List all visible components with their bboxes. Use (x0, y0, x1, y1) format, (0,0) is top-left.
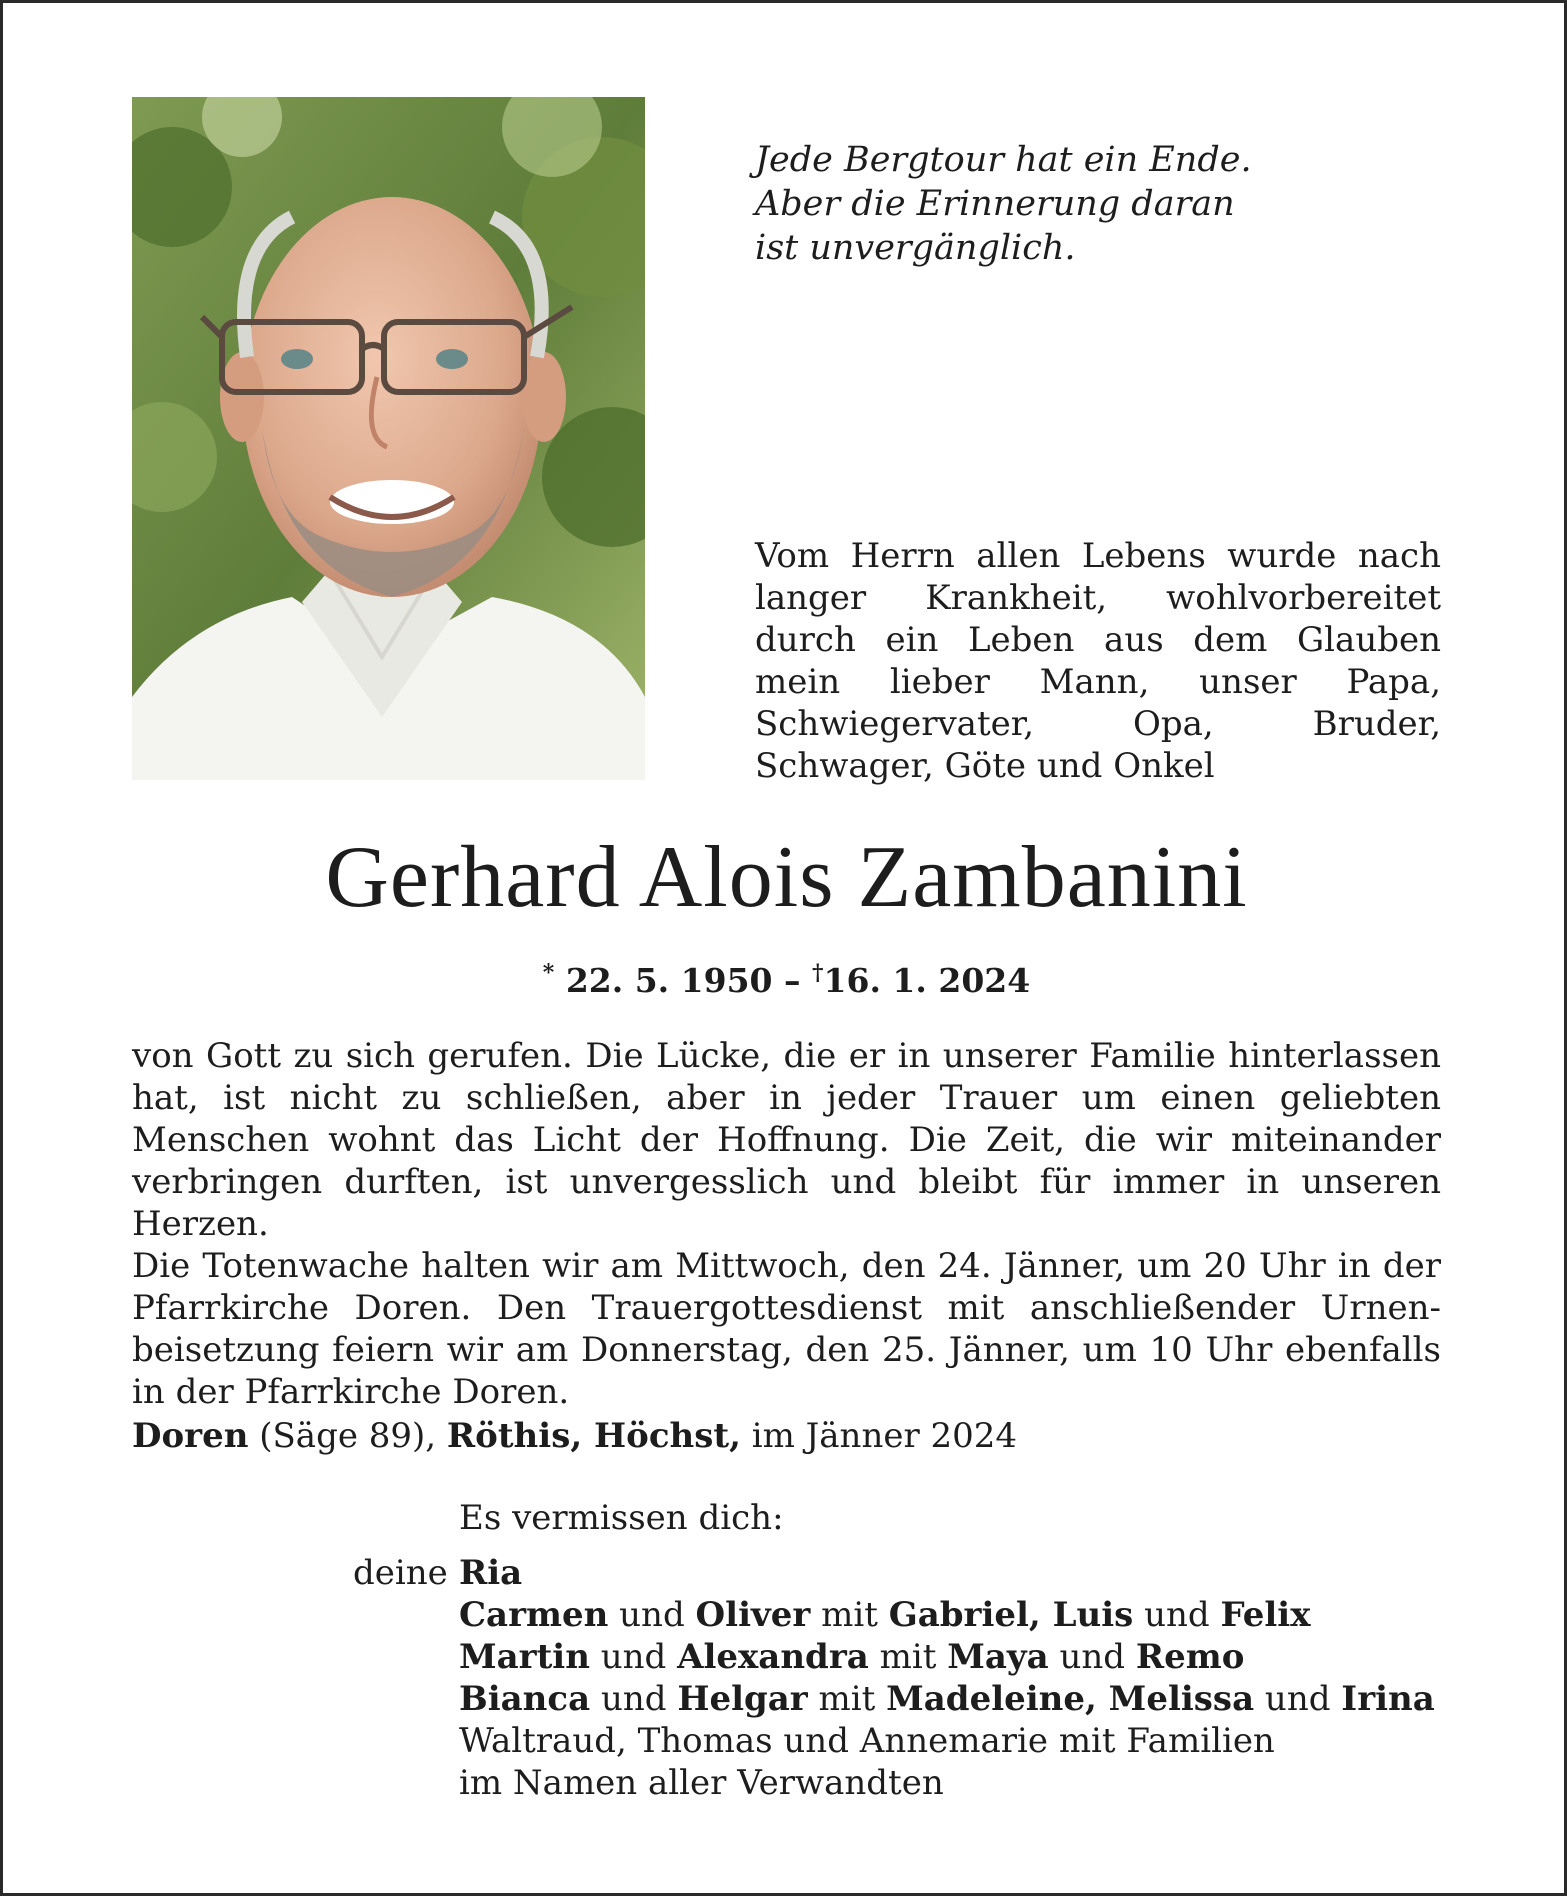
mourner-connector: Waltraud, Thomas und Annemarie mit Familien (459, 1721, 1275, 1761)
deine-label: deine (353, 1553, 448, 1593)
mourner-name: Irina (1341, 1679, 1435, 1719)
mourner-connector: mit (807, 1679, 887, 1719)
mourner-connector: und (589, 1637, 678, 1677)
mourner-line (459, 1636, 1459, 1678)
motto-line: ist unvergänglich. (755, 228, 1076, 268)
mourner-connector: im Namen aller Verwandten (459, 1763, 944, 1803)
mourner-connector: und (1254, 1679, 1342, 1719)
mourners-intro: Es vermissen dich: (459, 1498, 784, 1538)
mourner-name: Helgar (677, 1679, 808, 1719)
place-other-towns: Röthis, Höchst, (446, 1416, 741, 1456)
mourners-list (459, 1552, 1459, 1804)
mourner-name: Oliver (695, 1595, 811, 1635)
place-address: (Säge 89), (248, 1416, 447, 1456)
motto-quote (755, 138, 1455, 270)
mourner-name: Madeleine, Melissa (886, 1679, 1255, 1719)
birth-symbol: * (542, 960, 555, 986)
motto-line: Jede Bergtour hat ein Ende. (755, 140, 1252, 180)
mourner-connector: mit (810, 1595, 889, 1635)
death-symbol: † (812, 960, 824, 986)
birth-date: 22. 5. 1950 (565, 961, 773, 1000)
mourner-line (459, 1594, 1459, 1636)
place-and-date (132, 1415, 1441, 1457)
life-dates (3, 951, 1567, 1003)
mourner-connector: mit (868, 1637, 948, 1677)
body-paragraph: von Gott zu sich gerufen. Die Lücke, die er in unserer Familie hinterlassen hat, ist nicht zu schließen, aber in jeder Trauer um einen geliebten Menschen wohnt das Licht der Hoffnung. Die Zeit, die wir miteinander verbringen durften, ist unvergesslich und bleibt für immer in unseren Herzen. (132, 1036, 1441, 1244)
mourner-name: Maya (947, 1637, 1049, 1677)
mourner-line (459, 1762, 1459, 1804)
mourner-name: Bianca (459, 1679, 591, 1719)
mourner-name: Ria (459, 1553, 523, 1593)
mourner-name: Alexandra (677, 1637, 869, 1677)
mourner-line (459, 1678, 1459, 1720)
portrait-illustration (132, 97, 645, 780)
mourner-connector: und (1048, 1637, 1136, 1677)
date-separator: – (784, 961, 801, 1000)
mourner-name: Martin (459, 1637, 590, 1677)
mourner-line (459, 1552, 1459, 1594)
motto-line: Aber die Erinnerung daran (755, 184, 1235, 224)
mourner-name: Carmen (459, 1595, 609, 1635)
body-text (132, 1035, 1441, 1413)
portrait-photo (132, 97, 645, 780)
death-date: 16. 1. 2024 (823, 961, 1031, 1000)
mourner-line (459, 1720, 1459, 1762)
mourner-connector: und (1133, 1595, 1221, 1635)
body-paragraph: Die Totenwache halten wir am Mittwoch, den 24. Jänner, um 20 Uhr in der Pfarrkirche Doren. Den Trauergottesdienst mit anschließender Urnenbeisetzung feiern wir am Donnerstag, den 25. Jänner, um 10 Uhr ebenfalls in der Pfarrkirche Doren. (132, 1246, 1441, 1412)
place-date: im Jänner 2024 (740, 1416, 1018, 1456)
mourner-connector: und (608, 1595, 696, 1635)
mourner-name: Remo (1135, 1637, 1245, 1677)
deceased-name: Gerhard Alois Zambanini (325, 829, 1248, 926)
place-town: Doren (132, 1416, 249, 1456)
mourner-name: Felix (1220, 1595, 1311, 1635)
mourner-name: Gabriel, Luis (888, 1595, 1134, 1635)
intro-text: Vom Herrn allen Lebens wurde nach langer Krankheit, wohlvorbereitet durch ein Leben aus dem Glauben mein lieber Mann, unser Papa, Schwiegervater, Opa, Bruder, Schwager, Göte und Onkel (755, 536, 1441, 786)
mourner-connector: und (590, 1679, 678, 1719)
